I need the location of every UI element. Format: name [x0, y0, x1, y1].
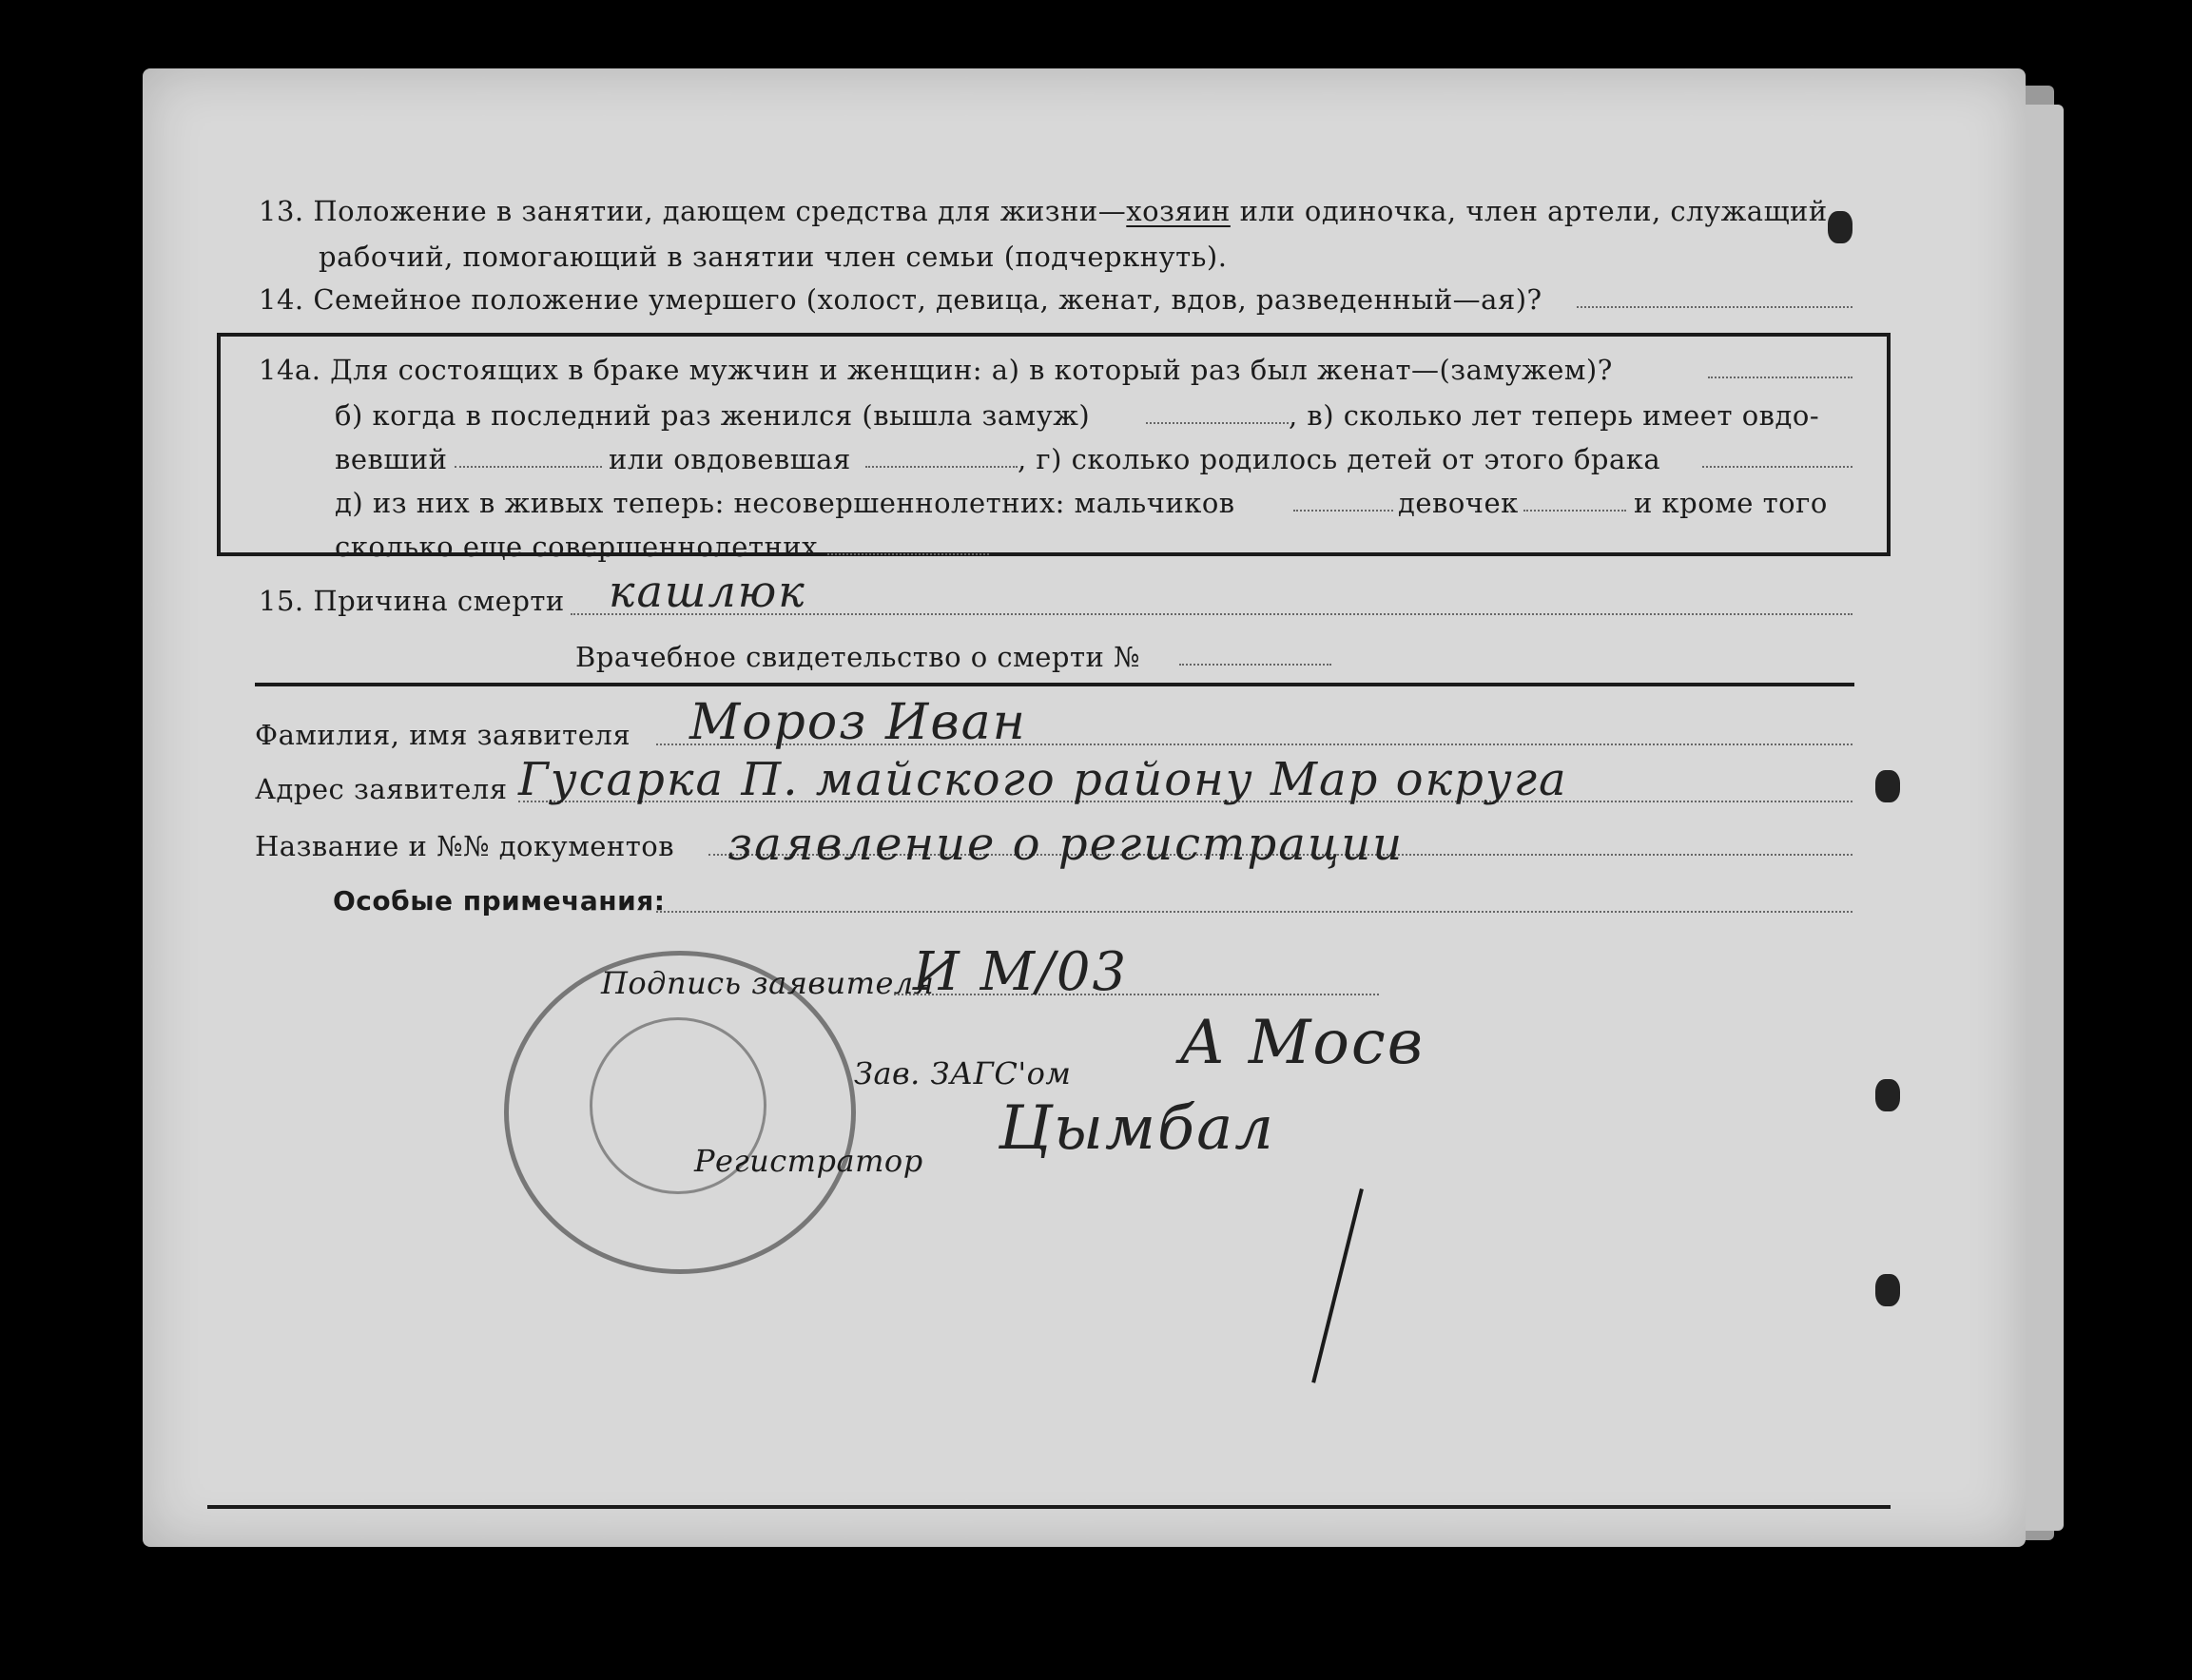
item-14a-fill-3: [455, 466, 602, 468]
item-13-text-pre: 13. Положение в занятии, дающем средства для жизни—: [259, 195, 1127, 227]
medical-certificate-label: Врачебное свидетельство о смерти №: [575, 641, 1140, 673]
bottom-border-rule: [207, 1505, 1891, 1509]
item-14a-line-4c: и кроме того: [1634, 487, 1828, 519]
item-14a-fill-1: [1708, 377, 1853, 378]
cause-of-death-handwritten: кашлюк: [609, 566, 806, 617]
item-14a-line-4b: девочек: [1398, 487, 1519, 519]
documents-label: Название и №№ документов: [255, 830, 675, 862]
item-14a-fill-7: [1523, 510, 1626, 512]
item-14a-line-2b: , в) сколько лет теперь имеет овдо-: [1289, 399, 1820, 432]
applicant-signature-handwritten: И М/03: [913, 941, 1129, 1003]
binding-hole: [1875, 1079, 1900, 1111]
item-14a-fill-4: [865, 466, 1018, 468]
section-divider-rule: [255, 683, 1854, 686]
item-14a-line-5: сколько еще совершеннолетних: [335, 531, 818, 563]
zags-head-label: Зав. ЗАГС'ом: [854, 1055, 1072, 1091]
item-14a-line-3c: , г) сколько родилось детей от этого брака: [1018, 443, 1661, 475]
item-15-label: 15. Причина смерти: [259, 585, 565, 617]
documents-handwritten: заявление о регистрации: [727, 818, 1405, 871]
item-14a-fill-5: [1702, 466, 1853, 468]
item-14a-line-2a: б) когда в последний раз женился (вышла замуж): [335, 399, 1091, 432]
zags-head-signature: А Мосв: [1179, 1008, 1425, 1078]
binding-hole: [1875, 1274, 1900, 1306]
special-remarks-fill: [656, 911, 1853, 913]
item-14a-line-4a: д) из них в живых теперь: несовершеннолетних: мальчиков: [335, 487, 1235, 519]
item-13-text-post: или одиночка, член артели, служащий: [1230, 195, 1828, 227]
medical-certificate-fill: [1179, 664, 1331, 666]
binding-hole: [1828, 211, 1853, 243]
item-14a-fill-8: [827, 553, 989, 555]
special-remarks-label: Особые примечания:: [333, 885, 666, 917]
applicant-name-label: Фамилия, имя заявителя: [255, 719, 631, 751]
item-14a-line-1: 14а. Для состоящих в браке мужчин и женщин: а) в который раз был женат—(замужем)?: [259, 354, 1613, 386]
applicant-address-handwritten: Гусарка П. майского району Мар округа: [518, 753, 1568, 806]
registrar-signature: Цымбал: [999, 1093, 1275, 1164]
item-14-label: 14. Семейное положение умершего (холост, девица, женат, вдов, разведенный—ая)?: [259, 283, 1542, 316]
item-14a-fill-2: [1146, 422, 1289, 424]
item-14a-line-3a: вевший: [335, 443, 448, 475]
item-14-fill-line: [1577, 306, 1853, 308]
item-13-line-1: [259, 195, 1828, 227]
binding-hole: [1875, 770, 1900, 802]
item-14a-line-3b: или овдовевшая: [609, 443, 851, 475]
applicant-name-handwritten: Мороз Иван: [689, 694, 1027, 751]
registrar-label: Регистратор: [694, 1143, 923, 1179]
item-13-line-2: рабочий, помогающий в занятии член семьи (подчеркнуть).: [319, 241, 1228, 273]
item-14a-fill-6: [1293, 510, 1393, 512]
applicant-address-label: Адрес заявителя: [255, 773, 508, 805]
applicant-signature-label: Подпись заявителя: [601, 965, 935, 1001]
item-13-underlined-owner: хозяин: [1126, 195, 1231, 227]
